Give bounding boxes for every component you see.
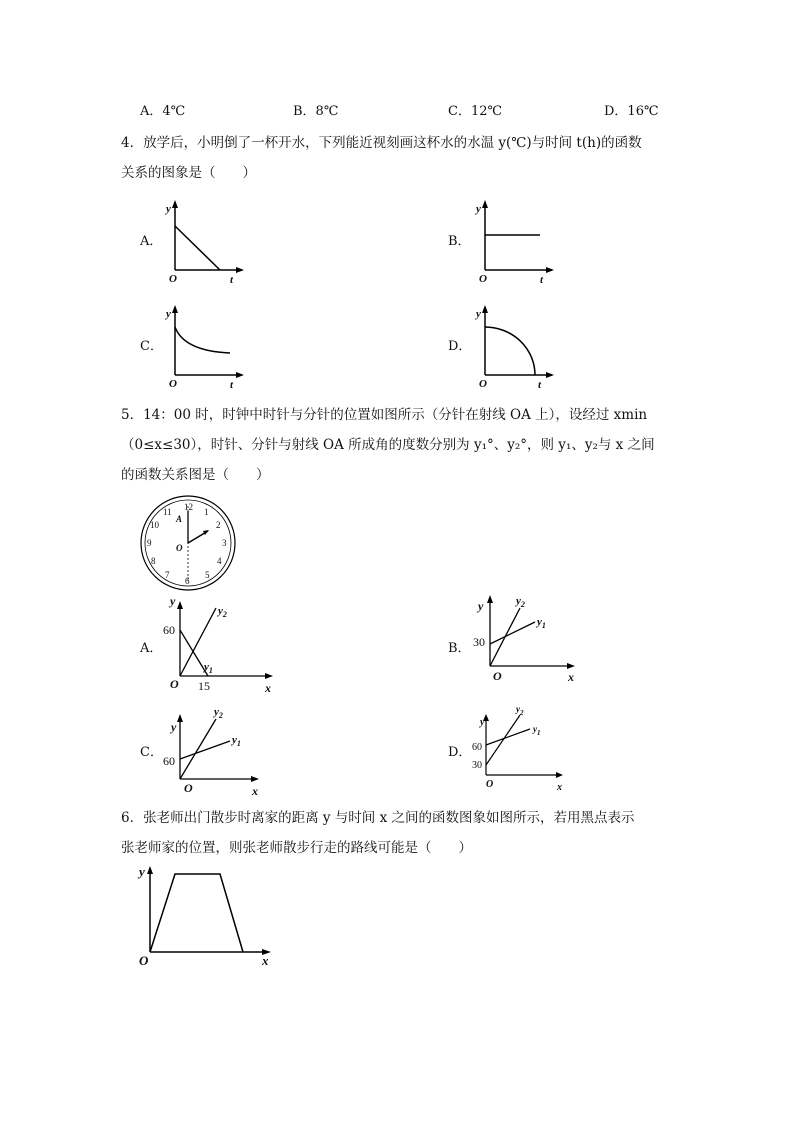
q5-c-y2 — [180, 719, 216, 779]
q5-option-a-label[interactable]: A． — [140, 641, 163, 656]
clock-label-a: A — [176, 514, 183, 524]
q5-c-axis-y: y — [171, 720, 177, 734]
q5-b-y2-label: $y_2$ — [516, 595, 525, 609]
q5-d-o: O — [486, 779, 494, 790]
q6-trapezoid-curve — [150, 874, 243, 952]
q5-c-y1 — [180, 741, 230, 759]
q5-d-y2 — [486, 715, 520, 765]
q5-c-o: O — [184, 781, 193, 795]
q4-graph-b[interactable] — [470, 198, 560, 288]
q5-a-y1-label: $y_1$ — [204, 661, 213, 675]
q5-question-line1: 5．14：00 时，时钟中时针与分针的位置如图所示（分针在射线 OA 上），设经过 xmin — [121, 407, 648, 423]
q4-option-b-label[interactable]: B． — [448, 234, 471, 249]
q5-a-axis-x: x — [265, 681, 271, 695]
q4-a-y: y — [166, 203, 171, 215]
q5-graph-a[interactable] — [160, 594, 280, 695]
clock-11: 11 — [163, 507, 172, 517]
q5-c-tick-60: 60 — [163, 754, 175, 768]
q3-option-b[interactable]: B．8℃ — [293, 104, 339, 119]
q5-graph-c[interactable] — [160, 703, 270, 801]
q5-d-axis-y: y — [480, 717, 485, 728]
q5-b-axis-x: x — [568, 670, 574, 684]
q6-question-line2: 张老师家的位置，则张老师散步行走的路线可能是（ ） — [121, 840, 472, 856]
q5-d-axis-x: x — [557, 782, 562, 793]
q5-b-y1-label: $y_1$ — [537, 616, 546, 630]
q5-a-axis-y: y — [170, 594, 176, 608]
q5-d-y2-label: $y_2$ — [516, 704, 524, 717]
clock-8: 8 — [151, 556, 156, 566]
clock-7: 7 — [165, 570, 170, 580]
q4-c-t: t — [230, 379, 234, 391]
q5-question-line2: （0≤x≤30），时针、分针与射线 OA 所成角的度数分别为 y₁°、y₂°，则 y₁、y₂与 x 之间 — [121, 437, 655, 453]
q5-graph-d[interactable] — [468, 703, 578, 798]
q4-d-y: y — [476, 308, 481, 320]
q4-graph-d[interactable] — [470, 303, 560, 393]
q3-option-a[interactable]: A．4℃ — [140, 104, 186, 119]
q5-graph-b[interactable] — [470, 590, 585, 695]
q4-d-o: O — [479, 378, 487, 390]
q5-c-axis-x: x — [252, 784, 258, 798]
clock-3: 3 — [222, 538, 227, 548]
q4-b-y: y — [476, 203, 481, 215]
clock-12: 12 — [184, 502, 193, 512]
q5-d-tick-60: 60 — [472, 742, 482, 753]
q5-question-line3: 的函数关系图是（ ） — [121, 467, 270, 483]
q4-question-line1: 4．放学后，小明倒了一杯开水，下列能近视刻画这杯水的水温 y(℃)与时间 t(h)的函数 — [121, 135, 642, 151]
q5-b-o: O — [493, 669, 502, 683]
q5-b-y1 — [490, 622, 535, 644]
q5-c-y2-label: $y_2$ — [214, 706, 223, 720]
q5-a-tick-15: 15 — [198, 679, 210, 693]
q3-option-c[interactable]: C．12℃ — [448, 104, 503, 119]
q4-b-t: t — [540, 274, 544, 286]
q5-option-c-label[interactable]: C． — [140, 745, 163, 760]
q5-d-y1-label: $y_1$ — [533, 724, 541, 737]
q3-option-d[interactable]: D．16℃ — [604, 104, 659, 119]
q4-graph-c[interactable] — [160, 303, 250, 393]
q5-b-tick-30: 30 — [473, 635, 485, 649]
q4-graph-a[interactable] — [160, 198, 250, 288]
clock-4: 4 — [217, 556, 222, 566]
clock-10: 10 — [150, 520, 159, 530]
q4-c-o: O — [169, 378, 177, 390]
q4-a-o: O — [169, 273, 177, 285]
q5-d-y1 — [486, 729, 530, 745]
q4-d-t: t — [538, 379, 542, 391]
q4-d-curve — [485, 327, 535, 375]
q4-option-a-label[interactable]: A． — [140, 234, 163, 249]
q4-option-c-label[interactable]: C． — [140, 339, 163, 354]
clock-6: 6 — [185, 576, 190, 586]
q5-d-tick-30: 30 — [472, 760, 482, 771]
q6-axis-y: y — [139, 864, 145, 879]
q5-b-y2 — [490, 608, 520, 666]
q4-option-d-label[interactable]: D． — [448, 339, 472, 354]
q6-graph — [135, 862, 280, 972]
clock-1: 1 — [204, 507, 209, 517]
q4-a-t: t — [230, 274, 234, 286]
q5-c-y1-label: $y_1$ — [232, 734, 241, 748]
q5-a-o: O — [170, 677, 179, 691]
q5-option-b-label[interactable]: B． — [448, 641, 471, 656]
q4-c-y: y — [166, 308, 171, 320]
q6-question-line1: 6．张老师出门散步时离家的距离 y 与时间 x 之间的函数图象如图所示，若用黑点表示 — [121, 810, 635, 826]
q5-option-d-label[interactable]: D． — [448, 745, 472, 760]
clock-5: 5 — [205, 570, 210, 580]
q5-a-y2-label: $y_2$ — [218, 605, 227, 619]
q6-axis-x: x — [262, 953, 269, 968]
q4-b-o: O — [479, 273, 487, 285]
clock-figure — [138, 493, 238, 593]
q4-question-line2: 关系的图象是（ ） — [121, 165, 256, 181]
q6-origin: O — [139, 953, 149, 968]
q5-b-axis-y: y — [478, 599, 484, 613]
q4-c-curve — [175, 327, 230, 353]
q5-a-tick-60: 60 — [163, 623, 175, 637]
clock-label-o: O — [176, 543, 183, 553]
clock-2: 2 — [216, 520, 221, 530]
q4-a-curve — [175, 226, 220, 270]
clock-9: 9 — [147, 538, 152, 548]
